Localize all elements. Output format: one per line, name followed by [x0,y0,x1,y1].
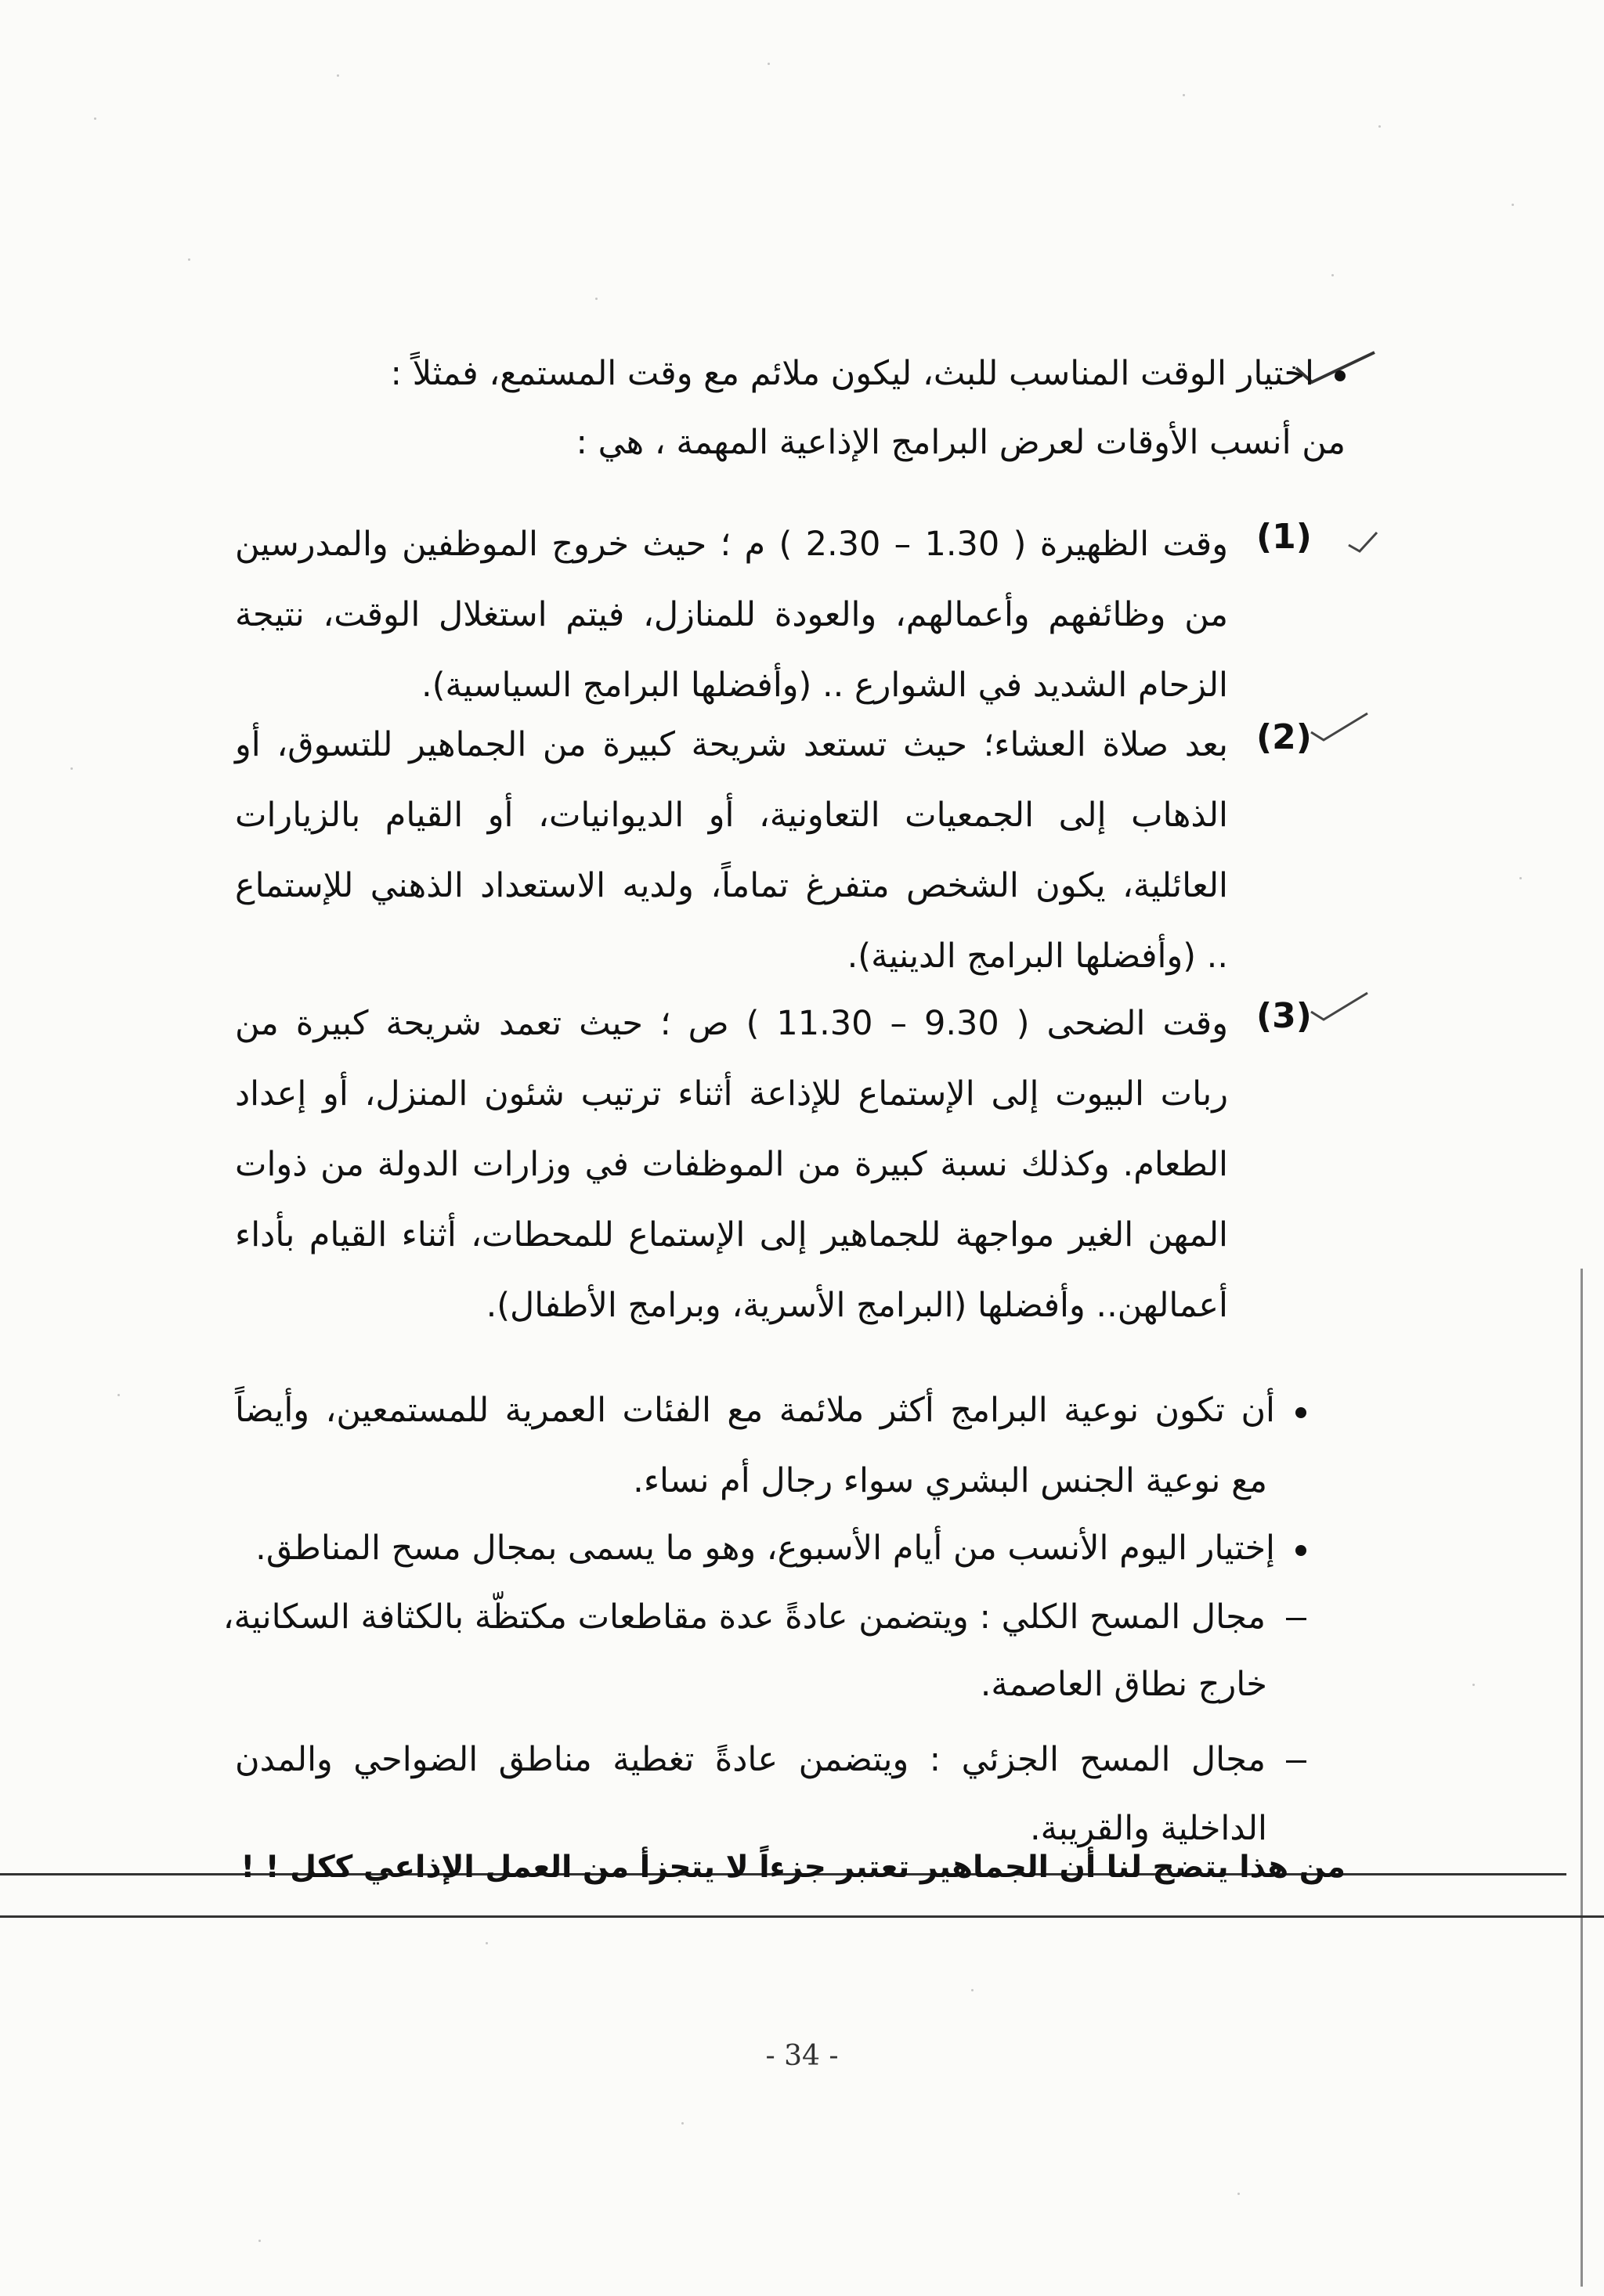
divider-line [0,1915,1604,1918]
bullet-2-line-1 [255,1524,1306,1572]
item-3-line-3: الطعام. وكذلك نسبة كبيرة من الموظفات في وزارات الدولة من ذوات [235,1145,1228,1184]
dash-2-text-1: مجال المسح الجزئي : ويتضمن عادةً تغطية مناطق الضواحي والمدن [235,1740,1266,1779]
dash-1-line-2: خارج نطاق العاصمة. [980,1665,1267,1704]
scan-speck [486,1942,488,1944]
page-number: - 34 - [765,2040,839,2072]
bullet-1-line-1 [235,1386,1306,1435]
scan-speck [1472,1684,1475,1686]
bullet-icon [1335,370,1346,381]
dash-2-line-1 [235,1735,1306,1784]
scan-speck [70,767,73,770]
handwritten-check-icon [1308,988,1371,1027]
handwritten-check-icon [1308,709,1371,748]
scan-speck [1378,125,1381,128]
scan-speck [188,258,190,261]
item-3-number: (3) [1256,996,1312,1036]
handwritten-check-icon [1346,526,1380,554]
item-3-line-5: أعمالهن.. وأفضلها (البرامج الأسرية، وبرامج الأطفال). [486,1286,1228,1325]
dash-1-line-1 [222,1593,1306,1641]
intro-line-1 [391,349,1346,398]
scan-speck [1512,204,1514,206]
scan-speck [1183,94,1185,96]
bullet-icon [1295,1407,1306,1418]
item-2-line-2: الذهاب إلى الجمعيات التعاونية، أو الديوانيات، أو القيام بالزيارات [235,796,1228,835]
bullet-2-text-1: إختيار اليوم الأنسب من أيام الأسبوع، وهو ما يسمى بمجال مسح المناطق. [255,1529,1275,1568]
item-1-line-3: الزحام الشديد في الشوارع .. (وأفضلها البرامج السياسية). [421,666,1228,705]
scan-speck [94,117,96,120]
scan-speck [258,2240,261,2242]
item-2-number: (2) [1256,717,1312,757]
item-1-line-1: وقت الظهيرة ( 1.30 – 2.30 ) م ؛ حيث خروج الموظفين والمدرسين [235,525,1228,564]
scan-speck [337,74,339,77]
conclusion-text: من هذا يتضح لنا أن الجماهير تعتبر جزءاً لا يتجزأ من العمل الإذاعي ككل ! ! [240,1850,1346,1885]
item-3-line-2: ربات البيوت إلى الإستماع للإذاعة أثناء ترتيب شئون المنزل، أو إعداد [235,1074,1228,1114]
intro-text-2: من أنسب الأوقات لعرض البرامج الإذاعية المهمة ، هي : [576,423,1346,462]
scan-speck [971,1989,974,1991]
intro-text-1: اختيار الوقت المناسب للبث، ليكون ملائم مع وقت المستمع، فمثلاً : [390,354,1314,393]
scan-edge-line [1581,1269,1583,2287]
item-2-line-3: العائلية، يكون الشخص متفرغ تماماً، ولديه الاستعداد الذهني للإستماع [235,866,1228,905]
intro-line-2 [576,418,1346,467]
scan-speck [681,2122,684,2125]
scan-speck [1237,2193,1240,2195]
item-3-line-1: وقت الضحى ( 9.30 – 11.30 ) ص ؛ حيث تعمد شريحة كبيرة من [235,1004,1228,1043]
scan-speck [1519,877,1522,879]
dash-1-text-1: مجال المسح الكلي : ويتضمن عادةً عدة مقاطعات مكتظّة بالكثافة السكانية، [222,1597,1266,1637]
bullet-1-text-1: أن تكون نوعية البرامج أكثر ملائمة مع الفئات العمرية للمستمعين، وأيضاً [235,1391,1275,1430]
bullet-icon [1295,1545,1306,1556]
dash-2-line-2: الداخلية والقريبة. [1029,1809,1267,1848]
item-3-line-4: المهن الغير مواجهة للجماهير إلى الإستماع للمحطات، أثناء القيام بأداء [235,1215,1228,1254]
dash-icon [1286,1618,1306,1620]
scan-speck [1331,274,1334,276]
scan-speck [117,1394,120,1396]
bullet-1-line-2: مع نوعية الجنس البشري سواء رجال أم نساء. [633,1461,1267,1500]
item-2-line-4: .. (وأفضلها البرامج الدينية). [847,937,1228,976]
item-2-line-1: بعد صلاة العشاء؛ حيث تستعد شريحة كبيرة من الجماهير للتسوق، أو [235,725,1228,764]
scan-speck [595,298,598,300]
item-1-number: (1) [1256,517,1312,557]
scan-speck [768,63,770,65]
item-1-line-2: من وظائفهم وأعمالهم، والعودة للمنازل، فيتم استغلال الوقت، نتيجة [235,595,1228,634]
dash-icon [1286,1760,1306,1763]
